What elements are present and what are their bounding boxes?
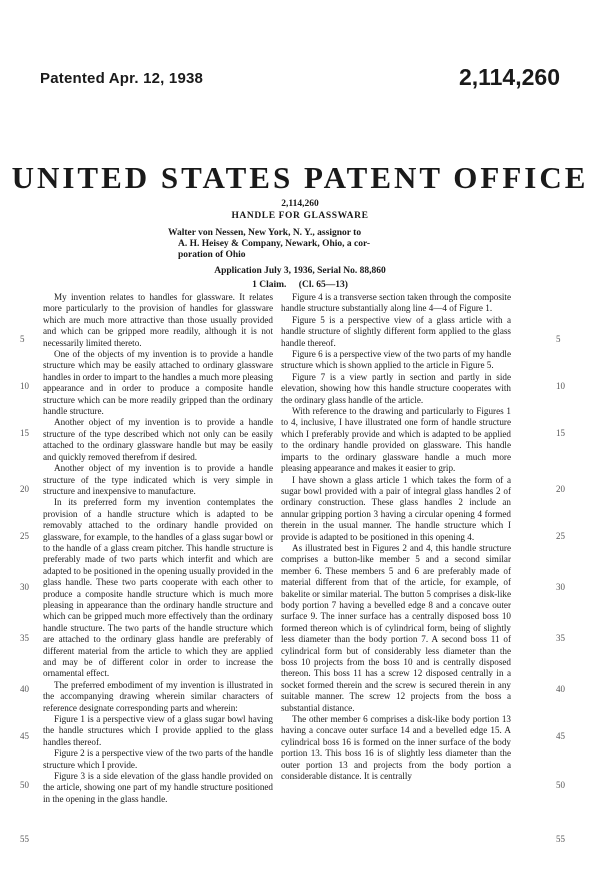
paragraph: My invention relates to handles for glassware. It relates more particularly to the provision of handles for glassware which are much more attractive than those usually provided and which can be gripped more readily, although it is not necessarily limited thereto. (43, 292, 273, 348)
paragraph: With reference to the drawing and particularly to Figures 1 to 4, inclusive, I have illustrated one form of handle structure which I preferably provide and which is adapted to be applied to the ordinary handle provided on glassware. This handle imparts to the ordinary glassware handle a much more pleasing appearance and makes it easier to grip. (281, 406, 511, 474)
patent-number: 2,114,260 (458, 64, 560, 90)
paragraph: Figure 3 is a side elevation of the glass handle provided on the article, showing one part of my handle structure positioned in the opening in the glass handle. (43, 771, 273, 804)
line-number: 50 (556, 780, 565, 790)
line-number: 35 (20, 633, 29, 643)
paragraph: Figure 5 is a perspective view of a glass article with a handle structure of slightly different form applied to the glass handle thereof. (281, 314, 511, 348)
line-number: 5 (556, 334, 561, 344)
line-number: 10 (20, 381, 29, 391)
left-column (43, 292, 273, 805)
line-number: 10 (556, 381, 565, 391)
paragraph: Figure 6 is a perspective view of the two parts of my handle structure which is shown applied to the article in Figure 5. (281, 349, 511, 371)
paragraph: One of the objects of my invention is to provide a handle structure which may be easily attached to ordinary glassware handles in order to impart to the handles a much more pleasing appearance and in order to produce a composite handle structure which can be more readily gripped than the ordinary handle structure. (43, 349, 273, 417)
line-number: 5 (20, 334, 25, 344)
inventor-line-1: Walter von Nessen, New York, N. Y., assignor to (168, 228, 362, 238)
line-number: 30 (556, 582, 565, 592)
patent-number-small: 2,114,260 (281, 199, 319, 209)
line-number: 30 (20, 582, 29, 592)
line-number: 25 (20, 531, 29, 541)
paragraph: Figure 4 is a transverse section taken through the composite handle structure substantially along line 4—4 of Figure 1. (281, 292, 511, 314)
paragraph: Another object of my invention is to provide a handle structure of the type described which not only can be easily attached to the ordinary glassware handle but may be easily and quickly removed therefrom if desired. (43, 417, 273, 462)
paragraph: The other member 6 comprises a disk-like body portion 13 having a concave outer surface 14 and a bevelled edge 15. A cylindrical boss 16 is formed on the inner surface of the body portion 13. This boss 16 is of slightly less diameter than the outer portion 13 and projects from the body portion a considerable distance. It is centrally (281, 714, 511, 782)
inventor-line-3: poration of Ohio (178, 250, 246, 260)
classification: (Cl. 65—13) (298, 280, 348, 290)
line-number: 55 (556, 834, 565, 844)
patented-date: Patented Apr. 12, 1938 (40, 70, 204, 87)
line-number: 15 (20, 428, 29, 438)
line-number: 35 (556, 633, 565, 643)
line-number: 50 (20, 780, 29, 790)
paragraph: As illustrated best in Figures 2 and 4, this handle structure comprises a button-like member 5 and a second similar member 6. These members 5 and 6 are preferably made of material different from that of the article, for example, of bakelite or similar material. The button 5 comprises a disk-like body portion 7 having a bevelled edge 8 and a concave outer surface 9. The inner surface has a centrally disposed boss 10 formed thereon which is of cylindrical form, being of slightly less diameter than the body portion 7. A second boss 11 of cylindrical form but of considerably less diameter than the boss 10 projects from the boss 10 and is centrally disposed thereon. This boss 11 has a screw 12 disposed centrally in a socket formed therein and the screw is secured therein in any suitable manner. The screw 12 projects from the boss a substantial distance. (281, 542, 511, 713)
line-number: 20 (20, 484, 29, 494)
inventor-line-2: A. H. Heisey & Company, Newark, Ohio, a cor- (178, 239, 371, 249)
paragraph: I have shown a glass article 1 which takes the form of a sugar bowl provided with a pair of integral glass handles 2 of ordinary construction. These glass handles 2 include an annular gripping portion 3 having a circular opening 4 formed therein in the usual manner. The handle structure which I provide is adapted to be positioned in this opening 4. (281, 474, 511, 542)
line-number: 55 (20, 834, 29, 844)
inventor-block (168, 228, 438, 261)
paragraph: Another object of my invention is to provide a handle structure of the type indicated which is very simple in structure and inexpensive to manufacture. (43, 463, 273, 496)
paragraph: Figure 1 is a perspective view of a glass sugar bowl having the handle structures which I provide applied to the glass handles thereof. (43, 714, 273, 747)
office-heading: UNITED STATES PATENT OFFICE (11, 160, 589, 195)
line-number: 20 (556, 484, 565, 494)
paragraph: Figure 2 is a perspective view of the two parts of the handle structure which I provide. (43, 748, 273, 770)
paragraph: The preferred embodiment of my invention is illustrated in the accompanying drawing wherein similar characters of reference designate corresponding parts and wherein: (43, 679, 273, 713)
line-number: 25 (556, 531, 565, 541)
right-column (281, 292, 511, 782)
line-number: 15 (556, 428, 565, 438)
paragraph: In its preferred form my invention contemplates the provision of a handle structure which is adapted to be removably attached to the ordinary handle provided on glassware, for example, to the handles of a glass sugar bowl or to the handle of a glass cream pitcher. This handle structure is preferably made of two parts which interfit and which are adapted to be positioned in the opening usually provided in the glass handle. These two parts cooperate with each other to produce a composite handle structure which is much more pleasing in appearance than the ordinary handle structure and which can be gripped much more effectively than the ordinary handle structure. The two parts of the handle structure which are attached to the ordinary glass handle are preferably of different material from the article to which they are applied and may be of different color in order to increase the ornamental effect. (43, 497, 273, 679)
paragraph: Figure 7 is a view partly in section and partly in side elevation, showing how this handle structure cooperates with the ordinary glass handle of the article. (281, 371, 511, 405)
line-number: 45 (20, 731, 29, 741)
application-line: Application July 3, 1936, Serial No. 88,860 (214, 266, 386, 276)
line-number: 40 (20, 684, 29, 694)
line-number: 45 (556, 731, 565, 741)
line-number: 40 (556, 684, 565, 694)
claim-line (0, 280, 600, 290)
claim-count: 1 Claim. (252, 280, 287, 290)
patent-title: HANDLE FOR GLASSWARE (231, 211, 369, 221)
